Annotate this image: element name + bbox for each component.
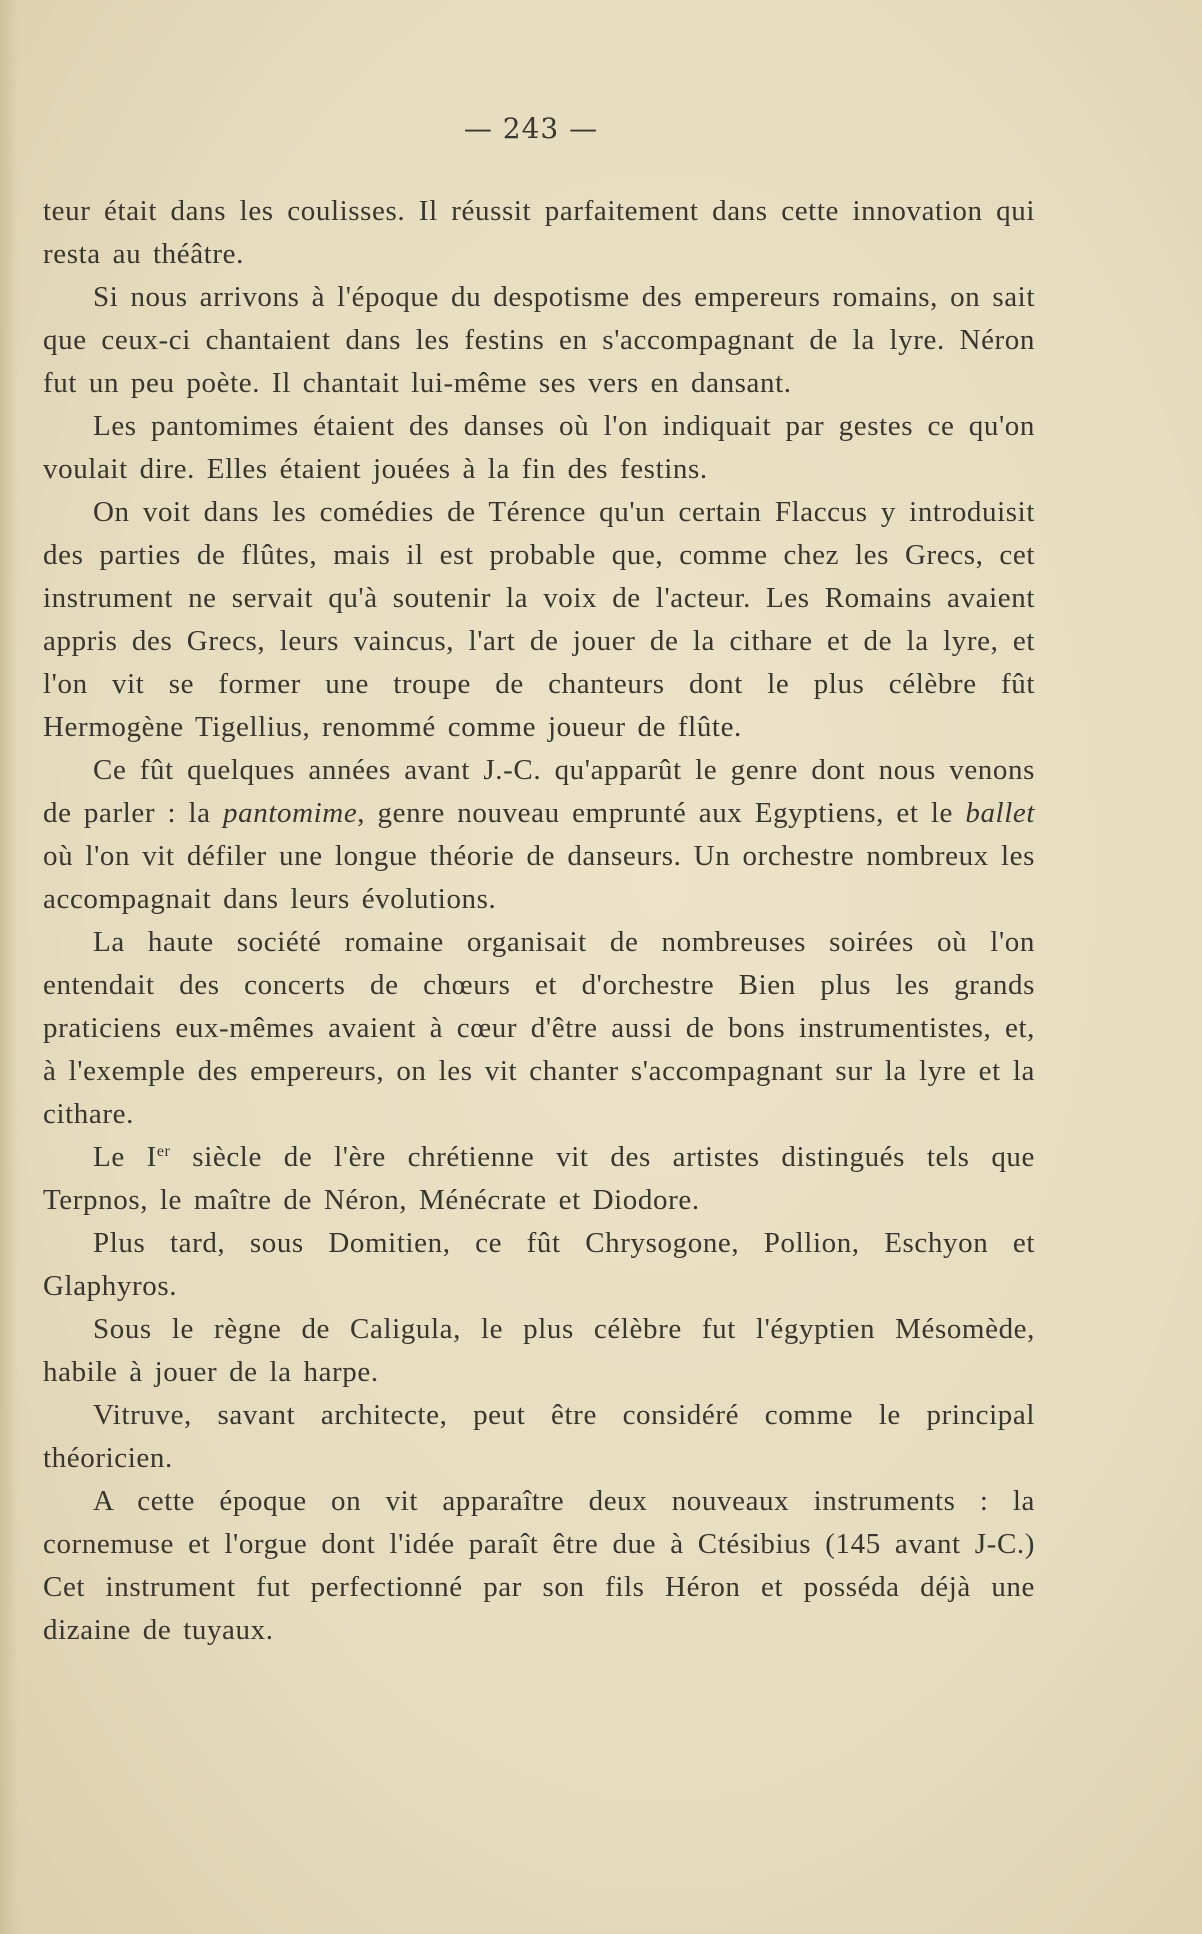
paragraph-11: A cette époque on vit apparaître deux nouveaux instruments : la cornemuse et l'orgue dont l'idée paraît être due à Ctésibius (145 avant J-C.) Cet instrument fut perfectionné par son fils Héron et posséda déjà une dizaine de tuyaux. (43, 1485, 1035, 1646)
paragraph-5-text-c: où l'on vit défiler une longue théorie de danseurs. Un orchestre nombreux les accompagnait dans leurs évolutions. (43, 840, 1035, 915)
paragraph-5-text-a: Ce fût quelques années avant J.-C. qu'apparût le genre dont nous venons de parler : la (43, 754, 1035, 829)
paragraph-10: Vitruve, savant architecte, peut être considéré comme le principal théoricien. (43, 1399, 1035, 1474)
paragraph-7-text-b: siècle de l'ère chrétienne vit des artistes distingués tels que Terpnos, le maître de Néron, Ménécrate et Diodore. (43, 1141, 1035, 1216)
ordinal-superscript: er (156, 1143, 171, 1160)
paragraph-7-text-a: Le I (93, 1141, 157, 1173)
page-gutter-shadow (0, 0, 18, 1934)
paragraph-3: Les pantomimes étaient des danses où l'on indiquait par gestes ce qu'on voulait dire. Elles étaient jouées à la fin des festins. (43, 410, 1035, 485)
paragraph-5 (43, 749, 1035, 921)
paragraph-4: On voit dans les comédies de Térence qu'un certain Flaccus y introduisit des parties de flûtes, mais il est probable que, comme chez les Grecs, cet instrument ne servait qu'à soutenir la voix de l'acteur. Les Romains avaient appris des Grecs, leurs vaincus, l'art de jouer de la cithare et de la lyre, et l'on vit se former une troupe de chanteurs dont le plus célèbre fût Hermogène Tigellius, renommé comme joueur de flûte. (43, 496, 1035, 743)
paragraph-5-text-b: , genre nouveau emprunté aux Egyptiens, et le (357, 797, 966, 829)
page-number: — 243 — (463, 112, 599, 145)
body-text (43, 190, 1035, 1652)
pantomime-term: pantomime (223, 797, 358, 829)
paragraph-7 (43, 1136, 1035, 1222)
paragraph-6: La haute société romaine organisait de nombreuses soirées où l'on entendait des concerts de chœurs et d'orchestre Bien plus les grands praticiens eux-mêmes avaient à cœur d'être aussi de bons instrumentistes, et, à l'exemple des empereurs, on les vit chanter s'accompagnant sur la lyre et la cithare. (43, 926, 1035, 1130)
ballet-term: ballet (965, 797, 1035, 829)
paragraph-1: teur était dans les coulisses. Il réussit parfaitement dans cette innovation qui resta au théâtre. (43, 195, 1035, 270)
paragraph-9: Sous le règne de Caligula, le plus célèbre fut l'égyptien Mésomède, habile à jouer de la harpe. (43, 1313, 1035, 1388)
paragraph-8: Plus tard, sous Domitien, ce fût Chrysogone, Pollion, Eschyon et Glaphyros. (43, 1227, 1035, 1302)
paragraph-2: Si nous arrivons à l'époque du despotisme des empereurs romains, on sait que ceux-ci chantaient dans les festins en s'accompagnant de la lyre. Néron fut un peu poète. Il chantait lui-même ses vers en dansant. (43, 281, 1035, 399)
